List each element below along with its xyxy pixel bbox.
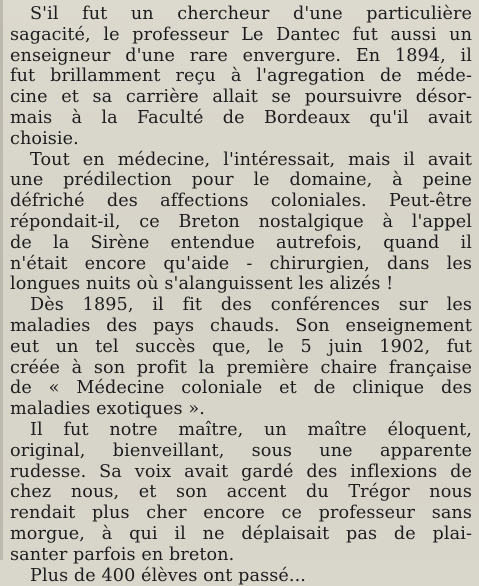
paragraph-5-cut xyxy=(10,565,472,586)
text-line: chez nous, et son accent du Trégor nous xyxy=(10,482,472,503)
text-line: morgue, à qui il ne déplaisait pas de plai- xyxy=(10,523,472,544)
text-line: Tout en médecine, l'intéressait, mais il avait xyxy=(30,149,472,170)
text-line: enseigneur d'une rare envergure. En 1894, il xyxy=(10,45,472,66)
text-line: sagacité, le professeur Le Dantec fut aussi un xyxy=(10,24,472,45)
text-line: maladies des pays chauds. Son enseignement xyxy=(10,315,472,336)
text-line: eut un tel succès que, le 5 juin 1902, fut xyxy=(10,336,472,357)
text-line: une prédilection pour le domaine, à peine xyxy=(10,170,472,191)
text-line: de « Médecine coloniale et de clinique des xyxy=(10,378,472,399)
text-line: rudesse. Sa voix avait gardé des inflexions de xyxy=(10,461,472,482)
text-line: créée à son profit la première chaire française xyxy=(10,357,472,378)
text-line-cut: Plus de 400 élèves ont passé... xyxy=(30,565,306,586)
text-line: Il fut notre maître, un maître éloquent, xyxy=(30,419,472,440)
scan-edge xyxy=(0,0,3,560)
paragraph-3 xyxy=(10,295,472,420)
article-column xyxy=(10,4,472,586)
text-line: choisie. xyxy=(10,128,79,149)
text-line: maladies exotiques ». xyxy=(10,399,205,420)
paragraph-1 xyxy=(10,4,472,150)
text-line: défriché des affections coloniales. Peut-être xyxy=(10,191,472,212)
text-line: n'était encore qu'aide - chirurgien, dans les xyxy=(10,253,472,274)
text-line: de la Sirène entendue autrefois, quand il xyxy=(10,232,472,253)
text-line: rendait plus cher encore ce professeur sans xyxy=(10,503,472,524)
text-line: cine et sa carrière allait se poursuivre désor- xyxy=(10,87,472,108)
text-line: mais à la Faculté de Bordeaux qu'il avait xyxy=(10,107,472,128)
paragraph-2 xyxy=(10,150,472,296)
text-line: santer parfois en breton. xyxy=(10,544,235,565)
text-line: original, bienveillant, sous une apparente xyxy=(10,440,472,461)
paragraph-4 xyxy=(10,420,472,566)
text-line: S'il fut un chercheur d'une particulière xyxy=(30,4,472,24)
text-line: répondait-il, ce Breton nostalgique à l'appel xyxy=(10,211,472,232)
text-line: longues nuits où s'alanguissent les alizés ! xyxy=(10,274,394,295)
text-line: Dès 1895, il fit des conférences sur les xyxy=(30,295,472,316)
text-line: fut brillamment reçu à l'agregation de méde- xyxy=(10,66,472,87)
